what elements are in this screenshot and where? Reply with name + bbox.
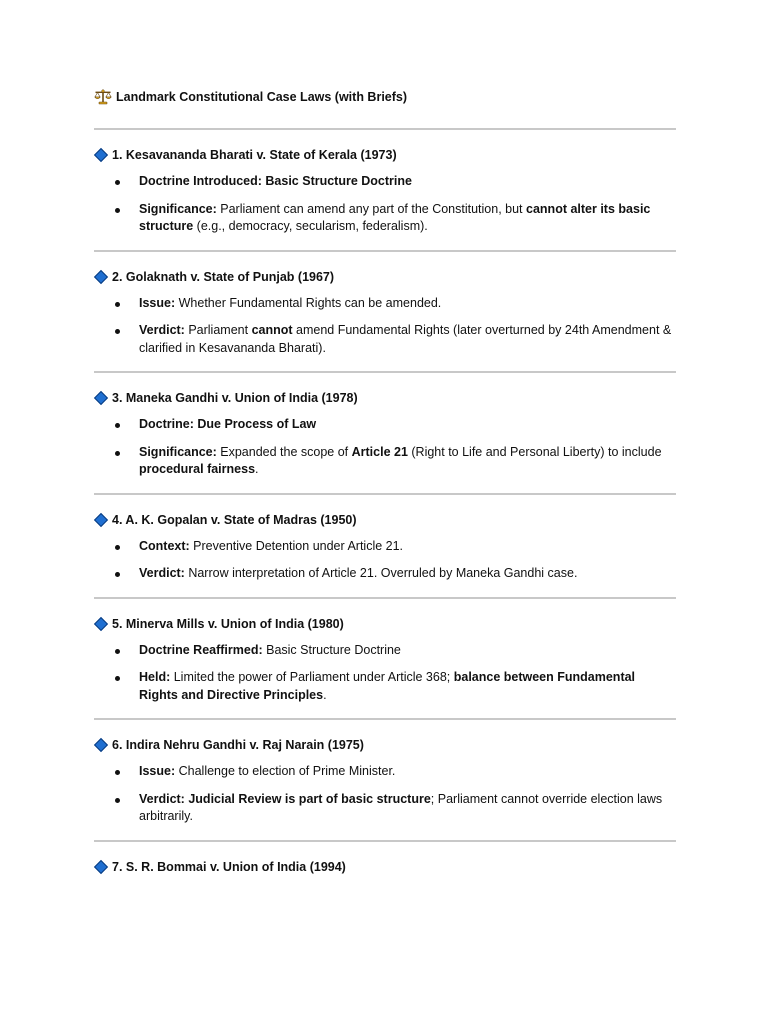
case-heading-text: 7. S. R. Bommai v. Union of India (1994)	[112, 859, 346, 874]
point-label: Context:	[139, 538, 190, 553]
bullet-icon	[115, 798, 120, 803]
emphasis-text: cannot alter its basic structure	[139, 201, 651, 233]
case-heading-text: 3. Maneka Gandhi v. Union of India (1978)	[112, 391, 358, 405]
point-label: Held:	[139, 670, 171, 684]
bullet-icon	[115, 180, 120, 185]
case-points	[94, 173, 676, 236]
case-section	[94, 388, 676, 479]
bullet-icon	[115, 208, 120, 213]
bullet-icon	[115, 423, 120, 428]
bullet-icon	[115, 545, 120, 550]
case-heading	[94, 145, 676, 165]
case-point: Doctrine Reaffirmed: Basic Structure Doctrine	[94, 642, 676, 660]
blue-diamond-icon	[94, 391, 108, 405]
case-section	[94, 614, 676, 705]
point-label: Issue:	[139, 764, 176, 778]
case-point: Verdict: Judicial Review is part of basic structure; Parliament cannot override election laws arbitrarily.	[94, 791, 676, 826]
case-heading-text: 6. Indira Nehru Gandhi v. Raj Narain (1975)	[112, 738, 364, 752]
point-label: Significance:	[139, 444, 217, 459]
bullet-icon	[115, 770, 120, 775]
case-point: Verdict: Parliament cannot amend Fundamental Rights (later overturned by 24th Amendment & clarified in Kesavananda Bharati).	[94, 322, 676, 357]
case-section	[94, 267, 676, 358]
point-label: Doctrine Reaffirmed:	[139, 642, 263, 657]
case-heading	[94, 510, 676, 530]
point-label: Significance:	[139, 201, 217, 216]
case-point: Verdict: Narrow interpretation of Article 21. Overruled by Maneka Gandhi case.	[94, 565, 676, 583]
bullet-icon	[115, 649, 120, 654]
bullet-icon	[115, 329, 120, 334]
case-point	[94, 173, 676, 191]
section-divider	[94, 493, 676, 495]
case-points	[94, 538, 676, 583]
case-heading-text: 1. Kesavananda Bharati v. State of Kerala (1973)	[112, 148, 397, 162]
blue-diamond-icon	[94, 269, 108, 283]
section-divider	[94, 371, 676, 373]
point-label: Verdict:	[139, 323, 185, 337]
case-points	[94, 295, 676, 358]
case-point: Significance: Parliament can amend any part of the Constitution, but cannot alter its basic structure (e.g., democracy, secularism, federalism).	[94, 201, 676, 236]
case-point	[94, 416, 676, 434]
case-points	[94, 763, 676, 826]
section-divider	[94, 597, 676, 599]
case-heading	[94, 388, 676, 408]
emphasis-text: procedural fairness	[139, 462, 256, 476]
emphasis-text: cannot	[251, 323, 293, 337]
case-list	[94, 128, 676, 877]
bullet-icon	[115, 572, 120, 577]
case-heading	[94, 735, 676, 755]
case-heading-text: 2. Golaknath v. State of Punjab (1967)	[112, 269, 335, 284]
case-section	[94, 857, 676, 877]
bullet-icon	[115, 302, 120, 307]
section-divider	[94, 128, 676, 130]
case-heading	[94, 857, 676, 877]
case-section	[94, 735, 676, 826]
blue-diamond-icon	[94, 512, 108, 526]
case-point: Held: Limited the power of Parliament under Article 368; balance between Fundamental Rights and Directive Principles.	[94, 669, 676, 704]
section-divider	[94, 718, 676, 720]
blue-diamond-icon	[94, 738, 108, 752]
emphasis-text: Basic Structure Doctrine	[265, 174, 412, 188]
bullet-icon	[115, 451, 120, 456]
section-divider	[94, 250, 676, 252]
emphasis-text: Judicial Review is part of basic structure	[188, 791, 431, 806]
case-point: Issue: Challenge to election of Prime Minister.	[94, 763, 676, 781]
case-heading-text: 5. Minerva Mills v. Union of India (1980)	[112, 616, 344, 631]
point-label: Verdict:	[139, 791, 185, 806]
case-point: Significance: Expanded the scope of Article 21 (Right to Life and Personal Liberty) to include procedural fairness.	[94, 444, 676, 479]
emphasis-text: Due Process of Law	[197, 417, 317, 431]
balance-scale-icon	[94, 89, 112, 105]
emphasis-text: balance between Fundamental Rights and Directive Principles	[139, 670, 636, 702]
point-label: Doctrine Introduced:	[139, 174, 262, 188]
point-label: Doctrine:	[139, 417, 194, 431]
case-section	[94, 145, 676, 236]
point-label: Issue:	[139, 295, 176, 310]
section-divider	[94, 840, 676, 842]
blue-diamond-icon	[94, 859, 108, 873]
case-point: Context: Preventive Detention under Article 21.	[94, 538, 676, 556]
document-page	[94, 86, 676, 877]
case-points	[94, 416, 676, 479]
case-heading-text: 4. A. K. Gopalan v. State of Madras (1950)	[112, 512, 357, 527]
blue-diamond-icon	[94, 616, 108, 630]
emphasis-text: Article 21	[351, 444, 408, 459]
case-point: Issue: Whether Fundamental Rights can be amended.	[94, 295, 676, 313]
blue-diamond-icon	[94, 148, 108, 162]
bullet-icon	[115, 676, 120, 681]
case-section	[94, 510, 676, 583]
case-heading	[94, 267, 676, 287]
document-title-text: Landmark Constitutional Case Laws (with Briefs)	[116, 90, 408, 104]
point-label: Verdict:	[139, 566, 185, 580]
case-heading	[94, 614, 676, 634]
document-title	[94, 86, 676, 108]
case-points	[94, 642, 676, 705]
